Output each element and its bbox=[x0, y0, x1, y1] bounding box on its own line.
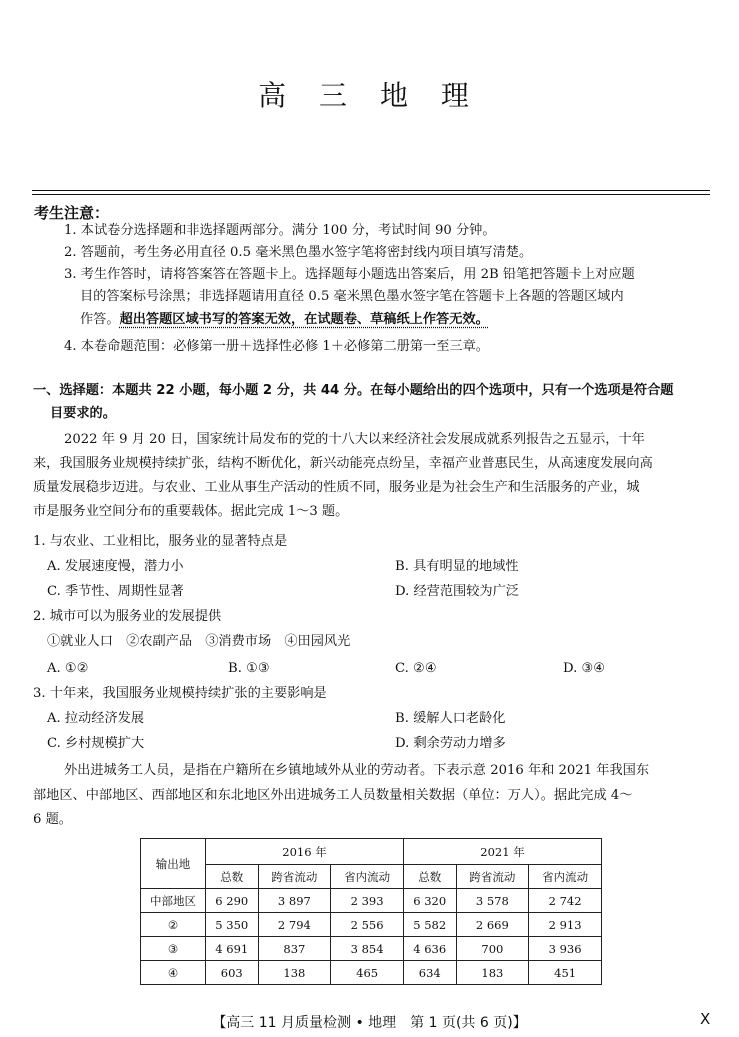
passage2-line-3: 6 题。 bbox=[33, 812, 72, 827]
q2-option-a: A. ①② bbox=[47, 661, 89, 676]
notice-line-5-start: 作答。 bbox=[80, 312, 120, 327]
subheader-cell: 总数 bbox=[403, 865, 456, 889]
subheader-cell: 总数 bbox=[206, 865, 259, 889]
page-footer: 【高三 11 月质量检测 • 地理 第 1 页(共 6 页)】 bbox=[212, 1015, 527, 1031]
notice-line-4: 目的答案标号涂黑；非选择题请用直径 0.5 毫米黑色墨水签字笔在答题卡上各题的答题区域内 bbox=[80, 289, 624, 304]
q2-items: ①就业人口 ②农副产品 ③消费市场 ④田园风光 bbox=[47, 634, 351, 649]
table-cell: 2 393 bbox=[331, 889, 404, 913]
year-header-2016: 2016 年 bbox=[206, 839, 404, 865]
header-rule-bottom bbox=[32, 194, 710, 195]
subheader-cell: 跨省流动 bbox=[456, 865, 529, 889]
subheader-cell: 省内流动 bbox=[529, 865, 602, 889]
q2-option-c: C. ②④ bbox=[395, 661, 437, 676]
table-cell: 138 bbox=[258, 961, 331, 985]
table-cell: 183 bbox=[456, 961, 529, 985]
table-cell: 6 320 bbox=[403, 889, 456, 913]
table-cell: 4 636 bbox=[403, 937, 456, 961]
q3-option-c: C. 乡村规模扩大 bbox=[47, 736, 145, 751]
table-cell: 2 556 bbox=[331, 913, 404, 937]
table-cell: 603 bbox=[206, 961, 259, 985]
passage2-line-1: 外出进城务工人员，是指在户籍所在乡镇地域外从业的劳动者。下表示意 2016 年和 2021 年我国东 bbox=[64, 763, 650, 778]
table-row bbox=[141, 937, 602, 961]
table-cell: 465 bbox=[331, 961, 404, 985]
q2-stem: 2. 城市可以为服务业的发展提供 bbox=[33, 609, 222, 624]
header-rule-top bbox=[32, 190, 710, 191]
table-cell: 5 582 bbox=[403, 913, 456, 937]
origin-header: 输出地 bbox=[141, 839, 206, 889]
notice-line-6: 4. 本卷命题范围：必修第一册＋选择性必修 1＋必修第二册第一至三章。 bbox=[64, 339, 489, 354]
table-cell: 3 578 bbox=[456, 889, 529, 913]
q1-option-a: A. 发展速度慢，潜力小 bbox=[47, 559, 184, 574]
table-cell: 6 290 bbox=[206, 889, 259, 913]
notice-line-1: 1. 本试卷分选择题和非选择题两部分。满分 100 分，考试时间 90 分钟。 bbox=[64, 223, 496, 238]
table-row bbox=[141, 913, 602, 937]
q1-option-c: C. 季节性、周期性显著 bbox=[47, 584, 184, 599]
table-cell: 634 bbox=[403, 961, 456, 985]
table-cell: 中部地区 bbox=[141, 889, 206, 913]
corner-mark: X bbox=[700, 1010, 711, 1028]
subheader-cell: 省内流动 bbox=[331, 865, 404, 889]
notice-line-2: 2. 答题前，考生务必用直径 0.5 毫米黑色墨水签字笔将密封线内项目填写清楚。 bbox=[64, 245, 533, 260]
table-cell: 700 bbox=[456, 937, 529, 961]
q1-option-d: D. 经营范围较为广泛 bbox=[395, 584, 519, 599]
table-cell: 451 bbox=[529, 961, 602, 985]
table-cell: 4 691 bbox=[206, 937, 259, 961]
table-cell: 3 936 bbox=[529, 937, 602, 961]
passage1-line-4: 市是服务业空间分布的重要载体。据此完成 1～3 题。 bbox=[33, 504, 349, 519]
q1-stem: 1. 与农业、工业相比，服务业的显著特点是 bbox=[33, 534, 288, 549]
q2-option-b: B. ①③ bbox=[228, 661, 270, 676]
table-cell: ② bbox=[141, 913, 206, 937]
table-row bbox=[141, 889, 602, 913]
q3-option-d: D. 剩余劳动力增多 bbox=[395, 736, 506, 751]
q1-option-b: B. 具有明显的地域性 bbox=[395, 559, 519, 574]
table-cell: 2 742 bbox=[529, 889, 602, 913]
table-cell: ④ bbox=[141, 961, 206, 985]
page-title: 高 三 地 理 bbox=[258, 79, 481, 112]
table-cell: 5 350 bbox=[206, 913, 259, 937]
q3-option-b: B. 缓解人口老龄化 bbox=[395, 711, 506, 726]
section-heading-line-2: 目要求的。 bbox=[50, 406, 116, 421]
table-cell: 837 bbox=[258, 937, 331, 961]
notice-line-5 bbox=[80, 309, 489, 331]
q3-option-a: A. 拉动经济发展 bbox=[47, 711, 145, 726]
subheader-cell: 跨省流动 bbox=[258, 865, 331, 889]
notice-heading: 考生注意： bbox=[34, 204, 110, 222]
table-cell: 2 794 bbox=[258, 913, 331, 937]
passage1-line-2: 来，我国服务业规模持续扩张，结构不断优化，新兴动能亮点纷呈，幸福产业普惠民生，从高速度发展向高 bbox=[33, 456, 653, 471]
table-cell: 2 913 bbox=[529, 913, 602, 937]
table-cell: ③ bbox=[141, 937, 206, 961]
section-heading-line-1: 一、选择题：本题共 22 小题，每小题 2 分，共 44 分。在每小题给出的四个选项中，只有一个选项是符合题 bbox=[33, 383, 674, 398]
passage2-line-2: 部地区、中部地区、西部地区和东北地区外出进城务工人员数量相关数据（单位：万人）。据此完成 4～ bbox=[33, 788, 633, 803]
table-cell: 3 854 bbox=[331, 937, 404, 961]
passage1-line-1: 2022 年 9 月 20 日，国家统计局发布的党的十八大以来经济社会发展成就系列报告之五显示，十年 bbox=[64, 432, 645, 447]
q2-option-d: D. ③④ bbox=[563, 661, 606, 676]
notice-line-3: 3. 考生作答时，请将答案答在答题卡上。选择题每小题选出答案后，用 2B 铅笔把答题卡上对应题 bbox=[64, 267, 635, 282]
q3-stem: 3. 十年来，我国服务业规模持续扩张的主要影响是 bbox=[33, 686, 327, 701]
migrant-worker-table bbox=[140, 838, 602, 985]
notice-emphasis: 超出答题区域书写的答案无效，在试题卷、草稿纸上作答无效。 bbox=[119, 312, 489, 327]
passage1-line-3: 质量发展稳步迈进。与农业、工业从事生产活动的性质不同，服务业是为社会生产和生活服务的产业，城 bbox=[33, 480, 640, 495]
table-cell: 3 897 bbox=[258, 889, 331, 913]
year-header-2021: 2021 年 bbox=[403, 839, 601, 865]
table-row bbox=[141, 961, 602, 985]
table-cell: 2 669 bbox=[456, 913, 529, 937]
